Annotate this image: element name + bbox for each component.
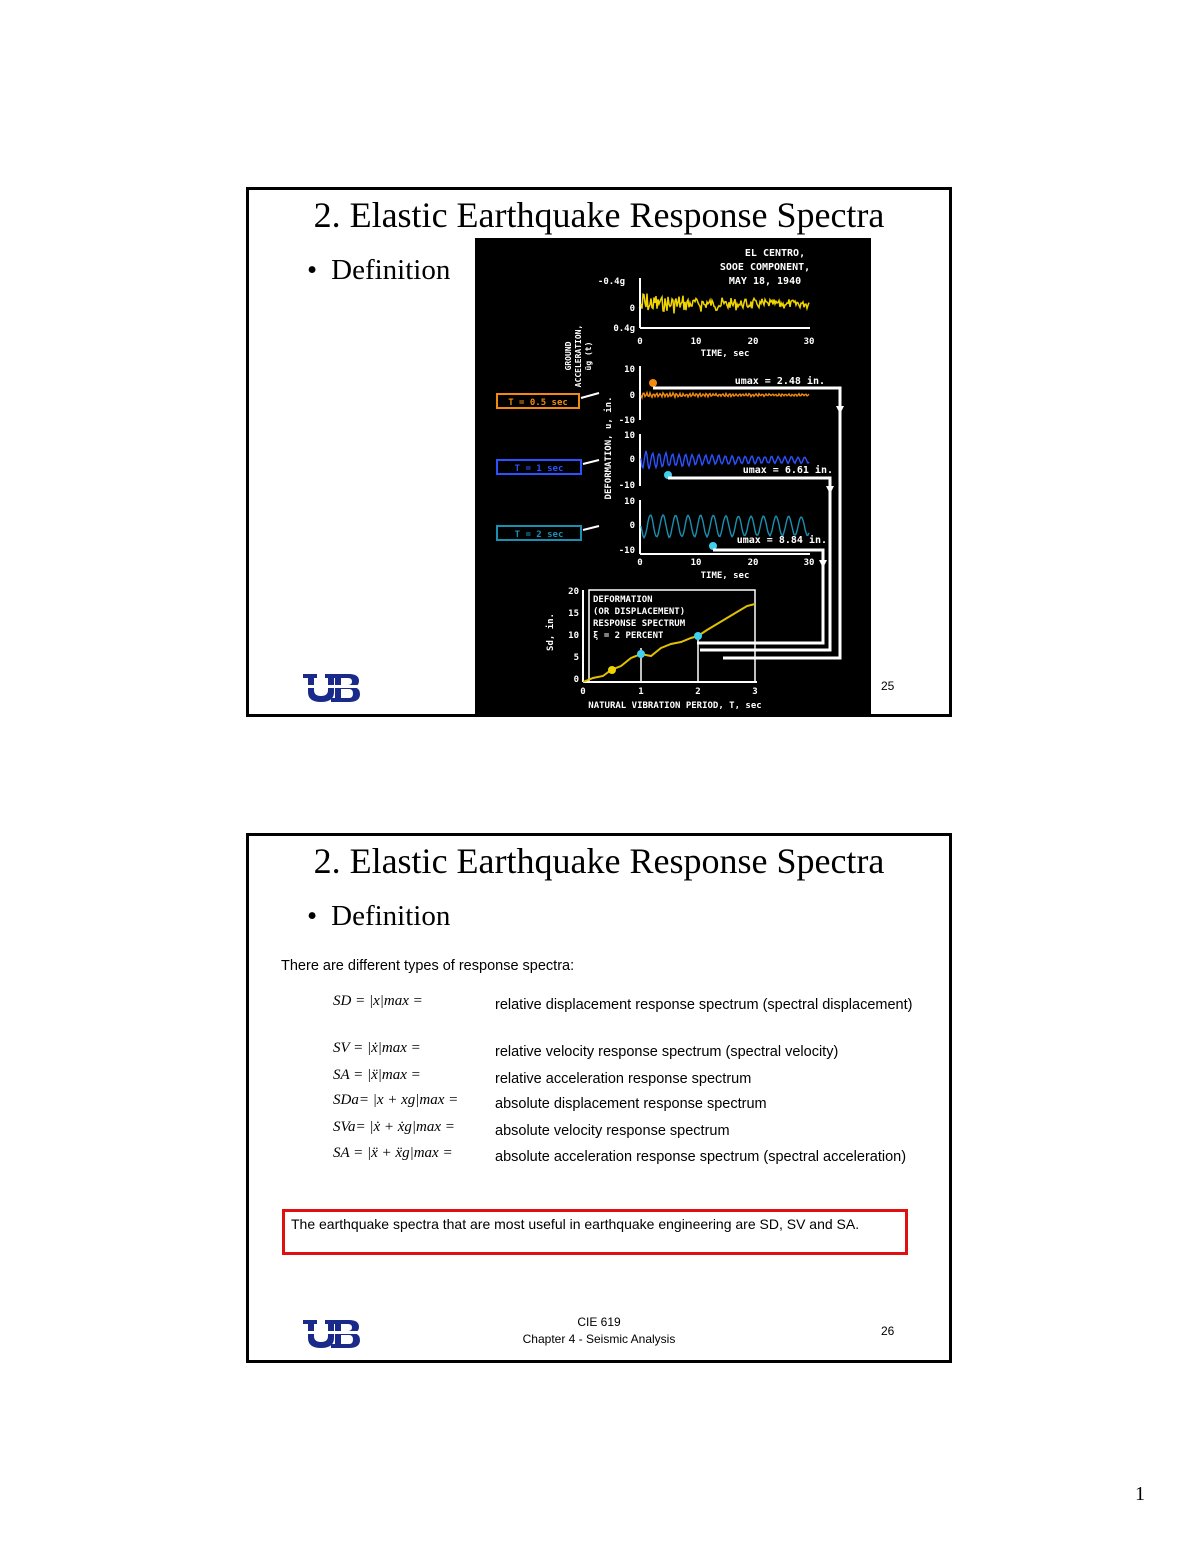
period-tick-0: 0 — [580, 687, 586, 697]
ground-acceleration-trace — [641, 294, 809, 314]
umax-label-2: umax = 8.84 in. — [736, 535, 827, 546]
defo-tick-n10-a: -10 — [618, 416, 635, 426]
period-axis-label: NATURAL VIBRATION PERIOD, T, sec — [588, 701, 762, 711]
slide-number: 26 — [881, 1324, 895, 1338]
ground-tick-neg: -0.4g — [597, 277, 625, 287]
defo-tick-10-b: 10 — [624, 431, 635, 441]
bullet-dot-icon: • — [307, 254, 318, 286]
footer-chapter: Chapter 4 - Seismic Analysis — [522, 1332, 676, 1346]
definition-rhs: relative displacement response spectrum (spectral displacement) — [495, 997, 913, 1013]
slide-title: 2. Elastic Earthquake Response Spectra — [313, 841, 885, 881]
bullet-text: Definition — [331, 900, 451, 932]
defo-tick-0-a: 0 — [629, 391, 635, 401]
response-spectrum-figure — [475, 238, 871, 714]
sd-tick-20: 20 — [568, 587, 579, 597]
page-number: 1 — [1135, 1483, 1145, 1505]
bullet-dot-icon: • — [307, 900, 318, 932]
time-axis-label-1: TIME, sec — [700, 349, 750, 359]
time-tick-0: 0 — [637, 337, 643, 347]
umax-label-1: umax = 6.61 in. — [742, 465, 833, 476]
sd-axis-label — [545, 613, 556, 651]
definition-rhs: relative velocity response spectrum (spectral velocity) — [495, 1044, 839, 1060]
umax-point-05 — [649, 379, 657, 387]
deformation-axis-label — [603, 397, 614, 500]
spectrum-box-line-1: DEFORMATION — [593, 595, 653, 605]
highlight-note: The earthquake spectra that are most useful in earthquake engineering are SD, SV and SA. — [282, 1209, 908, 1255]
sd-tick-5: 5 — [573, 653, 579, 663]
sd-tick-0: 0 — [573, 675, 579, 685]
slide-footer — [249, 1314, 949, 1348]
slide-25 — [246, 187, 952, 717]
spectrum-box-line-4: ξ = 2 PERCENT — [593, 631, 664, 641]
bullet-text: Definition — [331, 254, 451, 286]
definition-lhs: SVa= |ẋ + ẋg|max = — [333, 1119, 455, 1135]
footer-course: CIE 619 — [577, 1315, 621, 1329]
slide-26 — [246, 833, 952, 1363]
defo-tick-0-b: 0 — [629, 455, 635, 465]
svg-text:üg (t): üg (t) — [584, 341, 593, 371]
ground-tick-pos: 0.4g — [613, 324, 635, 334]
umax-label-05: umax = 2.48 in. — [734, 376, 825, 387]
defo-tick-n10-c: -10 — [618, 546, 635, 556]
period-tick-2: 2 — [695, 687, 701, 697]
record-line-3: MAY 18, 1940 — [728, 276, 802, 287]
time-tick-10-b: 10 — [690, 558, 702, 568]
definition-lhs: SA = |ẍ|max = — [333, 1067, 421, 1083]
record-line-2: SOOE COMPONENT, — [719, 262, 811, 273]
ub-logo-icon — [301, 670, 361, 704]
period-label-1: T = 1 sec — [514, 464, 564, 474]
svg-text:DEFORMATION, u, in.: DEFORMATION, u, in. — [604, 396, 614, 500]
period-label-2: T = 2 sec — [514, 530, 564, 540]
ground-axis-label — [564, 325, 593, 388]
svg-text:GROUND: GROUND — [564, 341, 573, 371]
period-label-05: T = 0.5 sec — [508, 398, 568, 408]
period-tick-1: 1 — [638, 687, 644, 697]
defo-tick-0-c: 0 — [629, 521, 635, 531]
spectrum-box-line-3: RESPONSE SPECTRUM — [593, 619, 686, 629]
slide-title: 2. Elastic Earthquake Response Spectra — [313, 195, 885, 235]
definition-rhs: relative acceleration response spectrum — [495, 1071, 752, 1087]
defo-tick-10-a: 10 — [624, 365, 635, 375]
defo-tick-10-c: 10 — [624, 497, 635, 507]
definition-lhs: SD = |x|max = — [333, 993, 423, 1009]
definition-lhs: SV = |ẋ|max = — [333, 1040, 421, 1056]
definition-rhs: absolute acceleration response spectrum (spectral acceleration) — [495, 1149, 907, 1165]
figure-svg — [475, 238, 871, 714]
time-tick-20-b: 20 — [747, 558, 759, 568]
bullet-definition — [307, 898, 450, 934]
time-tick-20: 20 — [747, 337, 759, 347]
spectrum-point-1 — [637, 650, 645, 658]
record-line-1: EL CENTRO, — [744, 248, 806, 259]
time-tick-30: 30 — [803, 337, 815, 347]
spectrum-box-line-2: (OR DISPLACEMENT) — [593, 607, 686, 617]
sd-tick-10: 10 — [568, 631, 579, 641]
time-tick-0-b: 0 — [637, 558, 643, 568]
slide-number: 25 — [881, 679, 895, 693]
definition-rhs: absolute velocity response spectrum — [495, 1123, 730, 1139]
time-tick-30-b: 30 — [803, 558, 815, 568]
bullet-definition — [307, 252, 450, 288]
time-axis-label-2: TIME, sec — [700, 571, 750, 581]
t05-response-trace — [641, 393, 809, 398]
spectrum-point-05 — [608, 666, 616, 674]
routing-arrows — [653, 388, 840, 658]
intro-text: There are different types of response spectra: — [281, 958, 575, 974]
time-tick-10: 10 — [690, 337, 702, 347]
svg-text:Sd, in.: Sd, in. — [546, 613, 556, 651]
ground-tick-zero: 0 — [629, 304, 635, 314]
definition-lhs: SDa= |x + xg|max = — [333, 1092, 459, 1108]
period-tick-3: 3 — [752, 687, 758, 697]
defo-tick-n10-b: -10 — [618, 481, 635, 491]
spectrum-point-2 — [694, 632, 702, 640]
definition-rhs: absolute displacement response spectrum — [495, 1096, 767, 1112]
definition-lhs: SA = |ẍ + ẍg|max = — [333, 1145, 453, 1161]
svg-text:ACCELERATION,: ACCELERATION, — [574, 324, 583, 388]
sd-tick-15: 15 — [568, 609, 579, 619]
